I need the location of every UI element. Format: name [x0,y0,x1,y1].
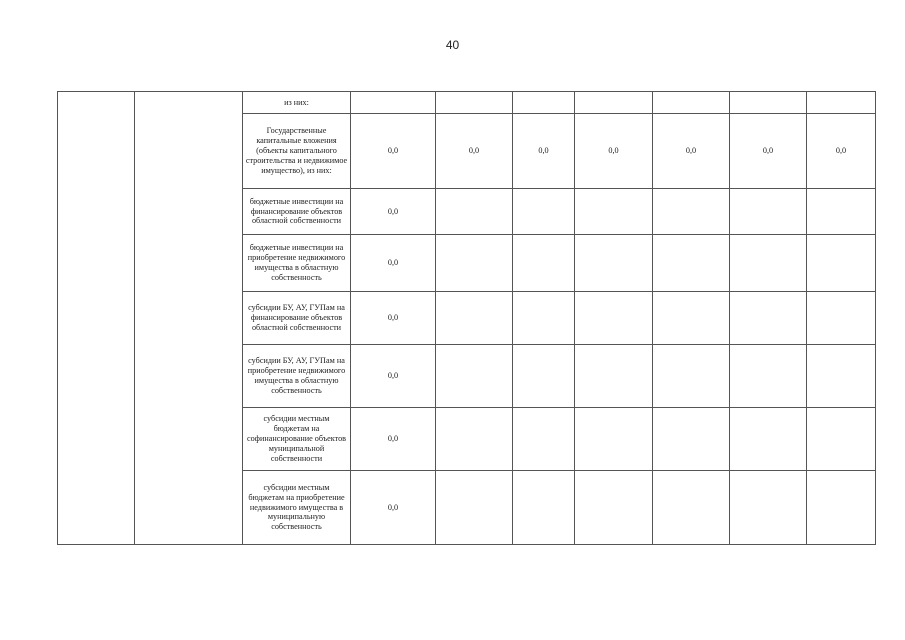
value-cell [436,292,513,345]
table-row [58,92,876,114]
row-label: бюджетные инвестиции на приобретение недвижимого имущества в областную собственность [243,235,351,292]
value-cell [575,408,653,471]
value-cell [436,408,513,471]
value-cell [653,408,730,471]
value-cell [575,92,653,114]
value-cell [575,235,653,292]
value-cell [730,292,807,345]
value-cell: 0,0 [513,114,575,189]
value-cell [807,471,876,545]
value-cell [575,471,653,545]
value-cell [730,471,807,545]
value-cell [436,345,513,408]
row-label: из них: [243,92,351,114]
value-cell [436,235,513,292]
value-cell: 0,0 [351,114,436,189]
value-cell [807,189,876,235]
value-cell [436,471,513,545]
value-cell: 0,0 [351,292,436,345]
row-label: Государственные капитальные вложения (объекты капитального строительства и недвижимое имущество), из них: [243,114,351,189]
value-cell: 0,0 [436,114,513,189]
row-label: бюджетные инвестиции на финансирование объектов областной собственности [243,189,351,235]
value-cell: 0,0 [351,189,436,235]
value-cell [436,92,513,114]
value-cell [653,235,730,292]
row-label: субсидии местным бюджетам на софинансирование объектов муниципальной собственности [243,408,351,471]
row-label: субсидии БУ, АУ, ГУПам на финансирование объектов областной собственности [243,292,351,345]
value-cell [513,345,575,408]
value-cell [513,189,575,235]
value-cell [730,92,807,114]
value-cell [513,408,575,471]
value-cell: 0,0 [351,235,436,292]
value-cell [807,92,876,114]
value-cell [730,189,807,235]
value-cell [575,189,653,235]
value-cell [653,189,730,235]
value-cell: 0,0 [351,345,436,408]
value-cell [575,345,653,408]
page-number: 40 [445,38,460,52]
value-cell [653,345,730,408]
value-cell: 0,0 [575,114,653,189]
row-label: субсидии БУ, АУ, ГУПам на приобретение недвижимого имущества в областную собственность [243,345,351,408]
value-cell [436,189,513,235]
value-cell [807,292,876,345]
value-cell: 0,0 [351,408,436,471]
program-code-cell [58,92,135,545]
value-cell: 0,0 [730,114,807,189]
value-cell [513,235,575,292]
value-cell [807,408,876,471]
value-cell [807,235,876,292]
value-cell [513,292,575,345]
value-cell [513,92,575,114]
value-cell [730,408,807,471]
value-cell [575,292,653,345]
program-name-cell [135,92,243,545]
value-cell [513,471,575,545]
budget-table [57,91,876,545]
value-cell: 0,0 [653,114,730,189]
row-label: субсидии местным бюджетам на приобретение недвижимого имущества в муниципальную собственность [243,471,351,545]
value-cell [730,235,807,292]
value-cell [351,92,436,114]
value-cell [807,345,876,408]
value-cell [653,471,730,545]
value-cell: 0,0 [807,114,876,189]
value-cell: 0,0 [351,471,436,545]
value-cell [653,292,730,345]
value-cell [653,92,730,114]
value-cell [730,345,807,408]
